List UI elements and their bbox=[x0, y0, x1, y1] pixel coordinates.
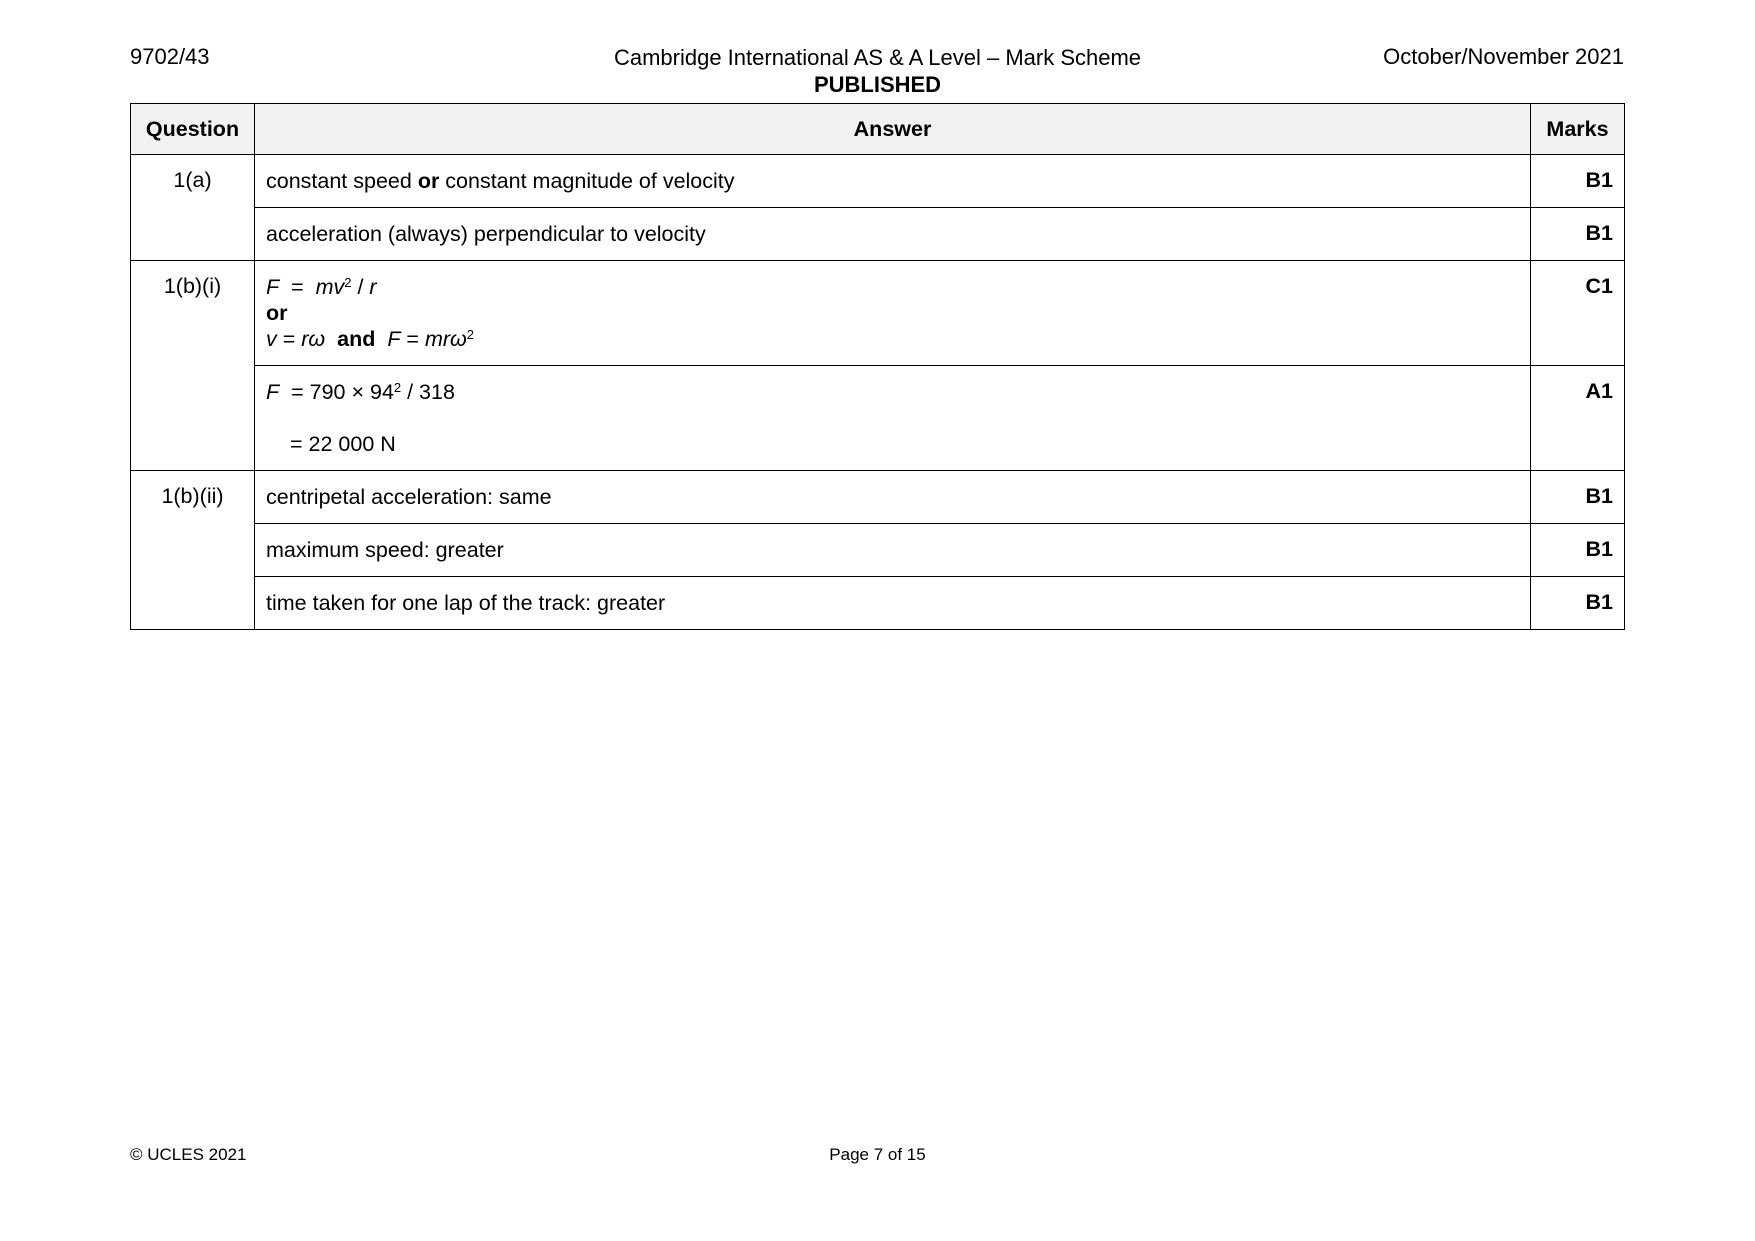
document-title: Cambridge International AS & A Level – Mark Scheme bbox=[613, 45, 1142, 70]
mark-code: B1 bbox=[1531, 471, 1625, 524]
answer-cell bbox=[255, 366, 1531, 471]
table-row bbox=[131, 261, 1625, 366]
formula-exponent: 2 bbox=[466, 327, 475, 342]
mark-code: C1 bbox=[1531, 261, 1625, 366]
formula-exponent: 2 bbox=[393, 380, 402, 395]
table-row bbox=[131, 155, 1625, 208]
calculation-expression: = 790 × 94 bbox=[279, 380, 394, 404]
table-header-row bbox=[131, 104, 1625, 155]
table-row bbox=[131, 366, 1625, 471]
mark-scheme-table bbox=[130, 103, 1625, 630]
formula-operator: = bbox=[279, 275, 316, 299]
formula-symbol: mrω bbox=[424, 327, 467, 351]
answer-or: or bbox=[266, 301, 288, 325]
answer-text: constant magnitude of velocity bbox=[439, 169, 735, 193]
column-header-marks: Marks bbox=[1531, 104, 1625, 155]
mark-code: B1 bbox=[1531, 577, 1625, 630]
answer-and: and bbox=[337, 327, 376, 351]
exam-session: October/November 2021 bbox=[1383, 44, 1624, 69]
formula-operator: / bbox=[351, 275, 370, 299]
question-number: 1(b)(ii) bbox=[131, 471, 255, 630]
copyright-notice: © UCLES 2021 bbox=[130, 1145, 247, 1164]
mark-code: B1 bbox=[1531, 208, 1625, 261]
table-row bbox=[131, 524, 1625, 577]
formula-operator: = bbox=[276, 327, 302, 351]
table-row bbox=[131, 471, 1625, 524]
formula-symbol: F bbox=[266, 380, 280, 404]
column-header-answer: Answer bbox=[255, 104, 1531, 155]
answer-or: or bbox=[417, 169, 440, 193]
answer-cell: acceleration (always) perpendicular to velocity bbox=[255, 208, 1531, 261]
formula-symbol: v bbox=[266, 327, 277, 351]
answer-cell: centripetal acceleration: same bbox=[255, 471, 1531, 524]
table-row bbox=[131, 208, 1625, 261]
formula-symbol: F bbox=[266, 275, 280, 299]
column-header-question: Question bbox=[131, 104, 255, 155]
formula-line bbox=[266, 274, 1519, 300]
formula-symbol: F bbox=[387, 327, 401, 351]
answer-text: constant speed bbox=[266, 169, 418, 193]
formula-symbol: mv bbox=[315, 275, 345, 299]
formula-operator: = bbox=[400, 327, 425, 351]
formula-symbol: r bbox=[369, 275, 377, 299]
mark-code: A1 bbox=[1531, 366, 1625, 471]
formula-line bbox=[266, 326, 1519, 352]
calculation-line bbox=[266, 379, 1519, 405]
question-number: 1(a) bbox=[131, 155, 255, 261]
calculation-expression: / 318 bbox=[401, 380, 455, 404]
question-number: 1(b)(i) bbox=[131, 261, 255, 471]
paper-code: 9702/43 bbox=[130, 44, 210, 69]
line-gap bbox=[266, 405, 1519, 431]
answer-cell bbox=[255, 155, 1531, 208]
answer-cell bbox=[255, 261, 1531, 366]
answer-cell: time taken for one lap of the track: greater bbox=[255, 577, 1531, 630]
formula-symbol: rω bbox=[301, 327, 326, 351]
formula-exponent: 2 bbox=[344, 275, 352, 290]
table-row bbox=[131, 577, 1625, 630]
published-label: PUBLISHED bbox=[813, 72, 942, 97]
calculation-result: = 22 000 N bbox=[290, 432, 396, 456]
mark-code: B1 bbox=[1531, 524, 1625, 577]
answer-cell: maximum speed: greater bbox=[255, 524, 1531, 577]
mark-code: B1 bbox=[1531, 155, 1625, 208]
page-number: Page 7 of 15 bbox=[829, 1145, 926, 1164]
